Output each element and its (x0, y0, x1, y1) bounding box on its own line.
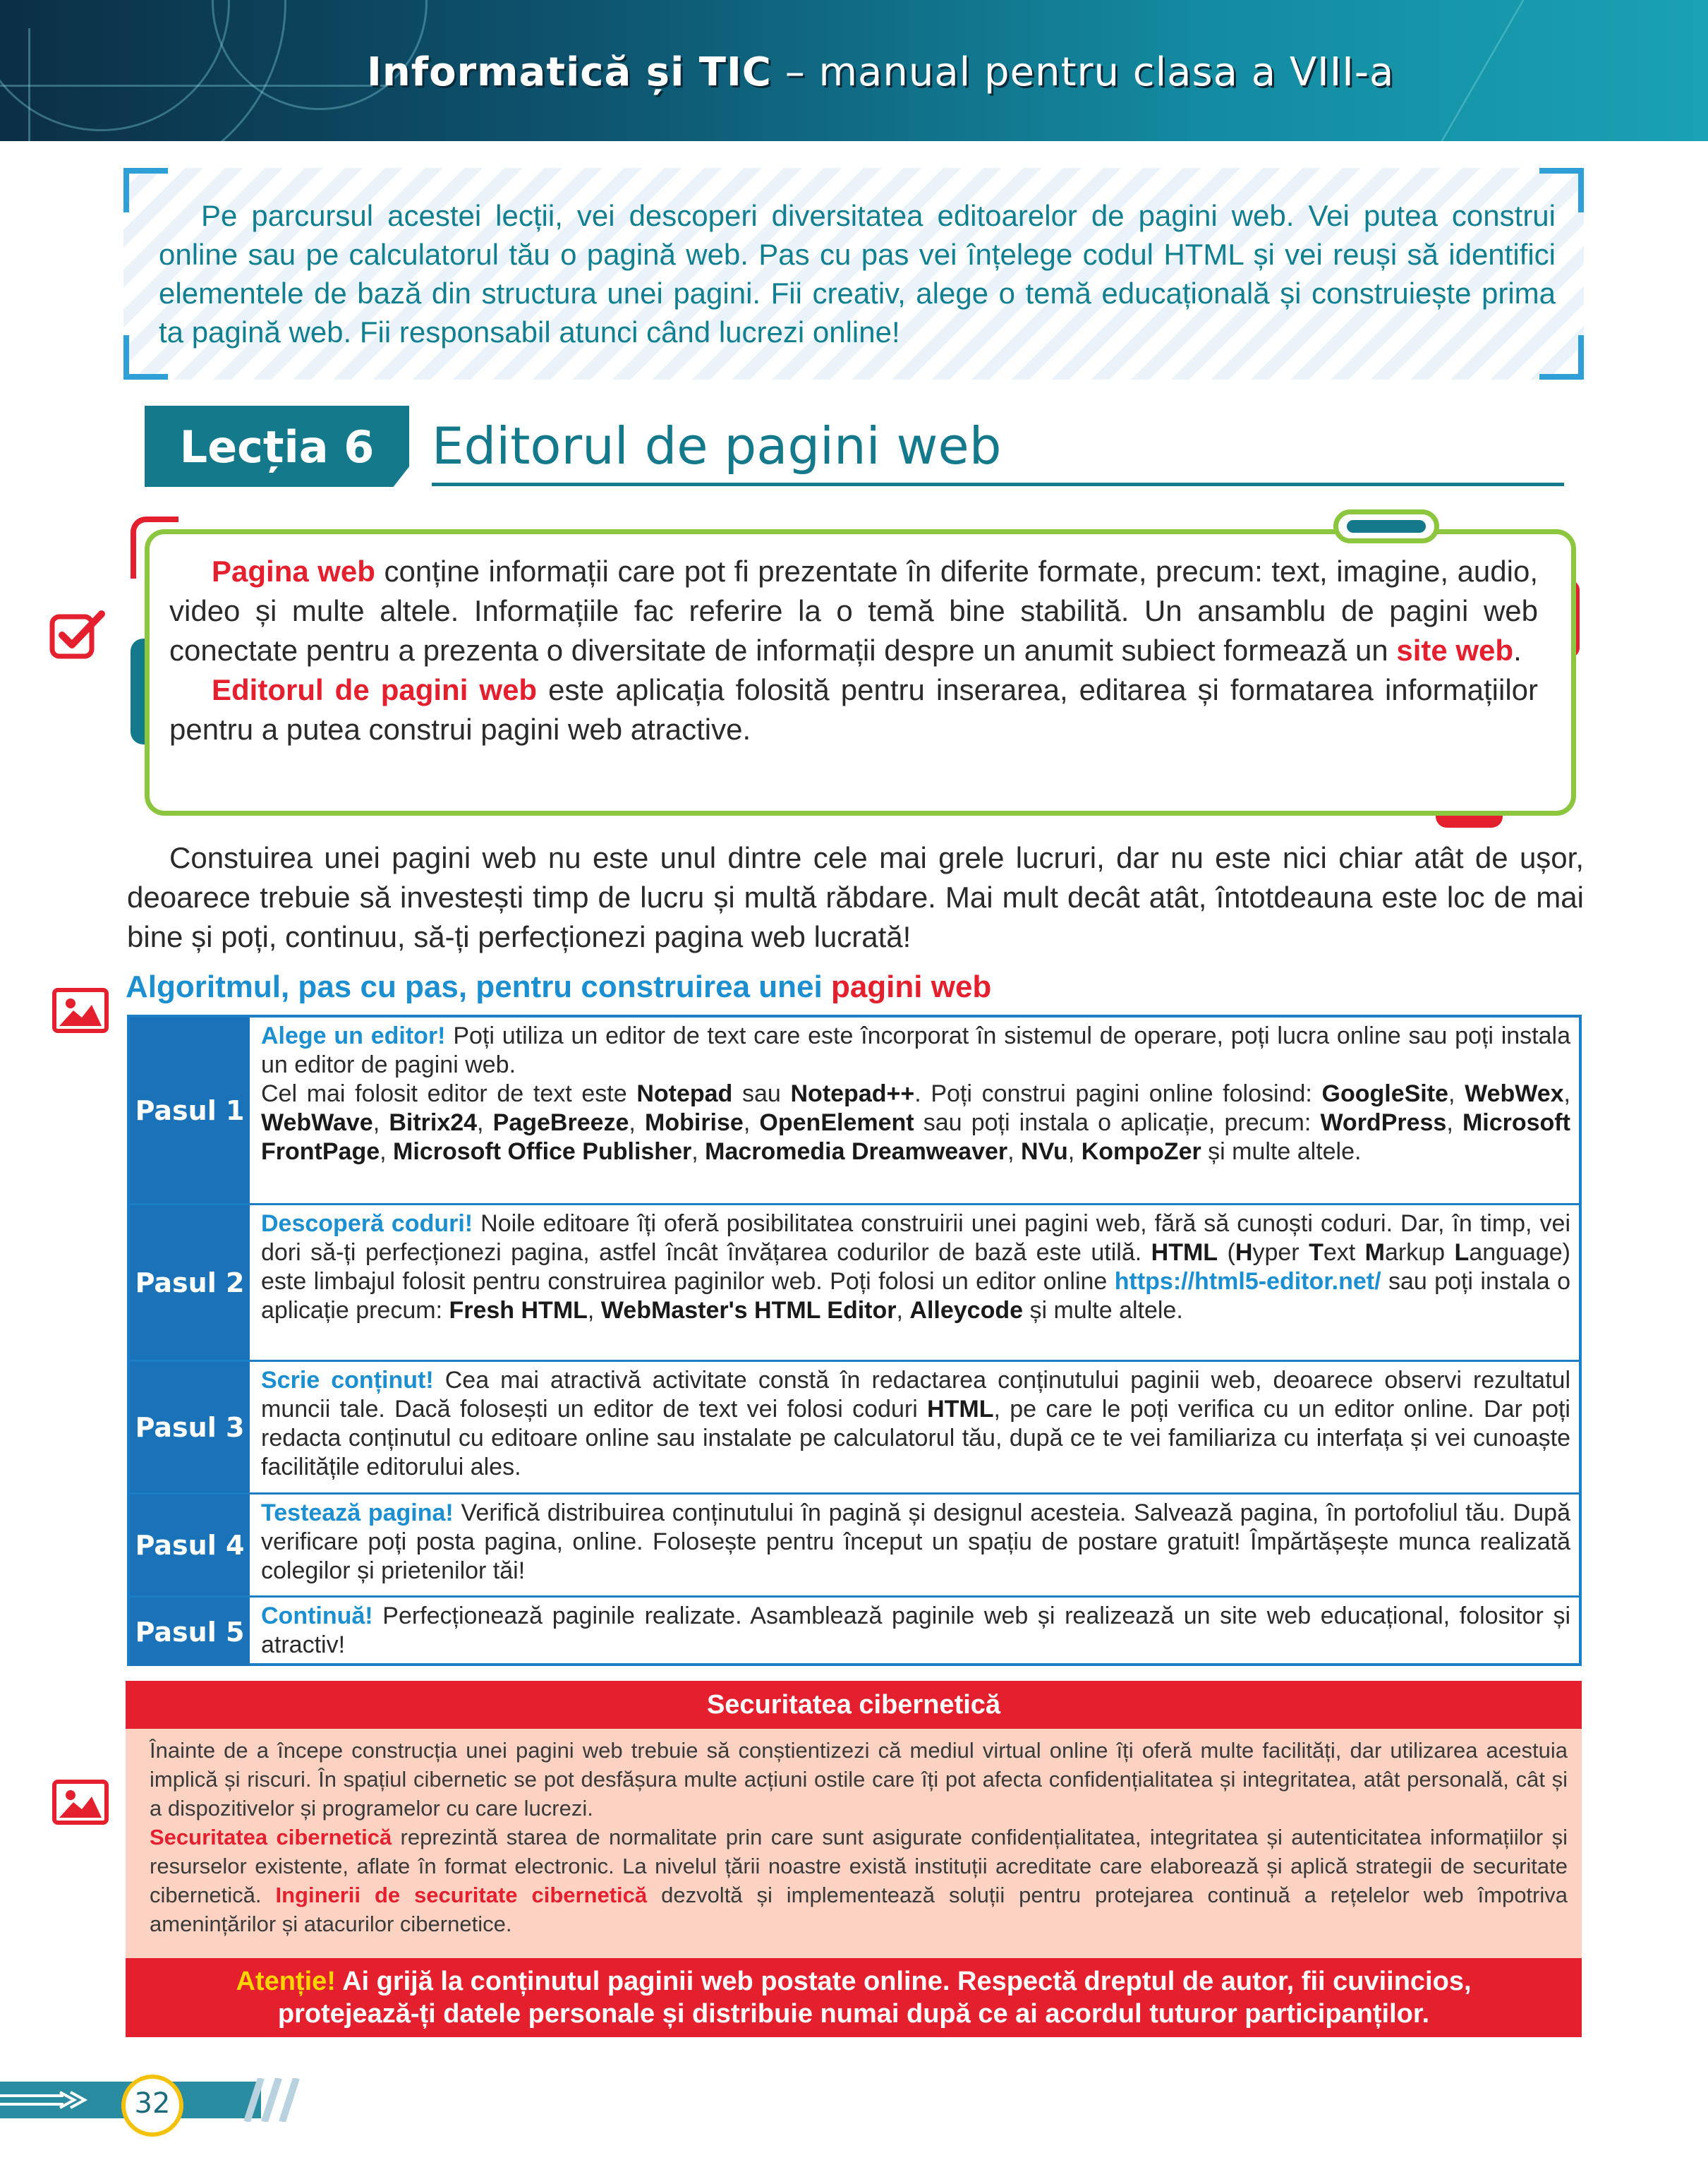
security-text: Înainte de a începe construcția unei pagini web trebuie să conștientizezi că mediul virtual online îți oferă multe facilități, dar utilizarea acestuia implică și riscuri. În spațiul cibernetic se pot desfășura multe acțiuni ostile care îți pot afecta confidențialitatea și integritatea, atât personală, cât și a dispozitivelor și programelor cu care lucrezi. Securitatea cibernetică reprezintă starea de normalitate prin care sunt asigurate confidențialitatea, integritatea și autenticitatea informațiilor și resurselor existente, aflate în format electronic. La nivelul țării noastre există instituții acreditate care elaborează și aplică strategii de securitate cibernetică. Inginerii de securitate cibernetică dezvoltă și implementează soluții pentru protejarea continuă a rețelelor web împotriva amenințărilor și atacurilor cibernetice. (150, 1738, 1568, 1936)
body-paragraph: Constuirea unei pagini web nu este unul dintre cele mai grele lucruri, dar nu este nici chiar atât de ușor, deoarece trebuie să investești timp de lucru și multă răbdare. Mai mult decât atât, întotdeauna este loc de mai bine și poți, continuu, să-ți perfecționezi pagina web lucrată! (127, 841, 1584, 953)
step-text: Scrie conținut! Cea mai atractivă activitate constă în redactarea conținutului paginii web, deoarece observi rezultatul muncii tale. Dacă folosești un editor de text vei folosi coduri HTML, pe care le poți verifica cu un editor online. Dar poți redacta conținutul cu editoare online sau instalate pe calculatorul tău, după ce te vei familiariza cu interfața și vei cunoaște facilitățile editorului ales. (261, 1367, 1570, 1480)
step-label: Pasul 3 (130, 1362, 250, 1492)
step-row (130, 1360, 1579, 1492)
step-text: Descoperă coduri! Noile editoare îți oferă posibilitatea construirii unei pagini web, fără să cunoști coduri. Dar, în timp, vei dori să-ți perfecționezi pagina, astfel încât învățarea codurilor de bază este utilă. HTML (Hyper Text Markup Language) este limbajul folosit pentru construirea paginilor web. Poți folosi un editor online https://html5-editor.net/ sau poți instala o aplicație precum: Fresh HTML, WebMaster's HTML Editor, Alleycode și multe altele. (261, 1210, 1571, 1324)
step-text: Continuă! Perfecționează paginile realizate. Asamblează paginile web și realizează un site web educațional, folositor și atractiv! (261, 1602, 1570, 1658)
step-text: Testează pagina! Verifică distribuirea conținutului în pagină și designul acesteia. Salvează pagina, în portofoliul tău. După verificare poți posta pagina, online. Folosește pentru început un spațiu de postare gratuit! Împărtășește munca realizată colegilor și prietenilor tăi! (261, 1499, 1571, 1584)
decor-pill (1333, 509, 1439, 543)
step-label: Pasul 2 (130, 1205, 250, 1360)
decor-line (1441, 0, 1524, 141)
lesson-title: Editorul de pagini web (432, 416, 1002, 476)
arrow-icon (0, 2091, 92, 2109)
step-label: Pasul 4 (130, 1495, 250, 1595)
step-text: Alege un editor! Poți utiliza un editor de text care este încorporat în sistemul de operare, poți lucra online sau poți instala un editor de pagini web. Cel mai folosit editor de text este Notepad sau Notepad++. Poți construi pagini online folosind: GoogleSite, WebWex, WebWave, Bitrix24, PageBreeze, Mobirise, OpenElement sau poți instala o aplicație, precum: WordPress, Microsoft FrontPage, Microsoft Office Publisher, Macromedia Dreamweaver, NVu, KompoZer și multe altele. (261, 1022, 1570, 1165)
page-number: 32 (134, 2087, 171, 2120)
step-label: Pasul 5 (130, 1598, 250, 1666)
algorithm-title: Algoritmul, pas cu pas, pentru construirea unei pagini web (126, 970, 992, 1004)
definition-text: Pagina web conține informații care pot fi prezentate în diferite formate, precum: text, imagine, audio, video și multe altele. Informațiile fac referire la o temă bine stabilită. Un ansamblu de pagini web conectate pentru a prezenta o diversitate de informații despre un anumit subiect formează un site web. Editorul de pagini web este aplicația folosită pentru inserarea, editarea și formatarea informațiilor pentru a putea construi pagini web atractive. (169, 555, 1538, 746)
decor-stripes (233, 2078, 310, 2122)
header-title: Informatică și TIC – manual pentru clasa a VIII-a (367, 49, 1395, 95)
lesson-label: Lecția 6 (179, 421, 375, 473)
security-heading: Securitatea cibernetică (126, 1681, 1582, 1729)
title-underline (432, 483, 1564, 486)
step-row (130, 1595, 1579, 1666)
html5-editor-link[interactable]: https://html5-editor.net/ (1114, 1268, 1381, 1295)
step-row (130, 1203, 1579, 1360)
image-icon (52, 1780, 109, 1825)
step-row (130, 1492, 1579, 1595)
step-label: Pasul 1 (130, 1018, 250, 1203)
intro-text: Pe parcursul acestei lecții, vei descoperi diversitatea editoarelor de pagini web. Vei putea construi online sau pe calculatorul tău o pagină web. Pas cu pas vei înțelege codul HTML și vei reuși să identifici elementele de bază din structura unei pagini. Fii creativ, alege o temă educațională și construiește prima ta pagină web. Fii responsabil atunci când lucrezi online! (159, 199, 1556, 349)
image-icon (52, 988, 109, 1033)
decor-line (0, 85, 395, 87)
step-row (130, 1018, 1579, 1203)
checkbox-icon (49, 608, 107, 659)
warning-text: Atenție! Ai grijă la conținutul paginii web postate online. Respectă dreptul de autor, fii cuviincios, protejează-ți datele personale și distribuie numai după ce ai acordul tuturor participanților. (236, 1967, 1472, 2029)
decor-line (28, 28, 30, 141)
steps-table (127, 1015, 1582, 1666)
